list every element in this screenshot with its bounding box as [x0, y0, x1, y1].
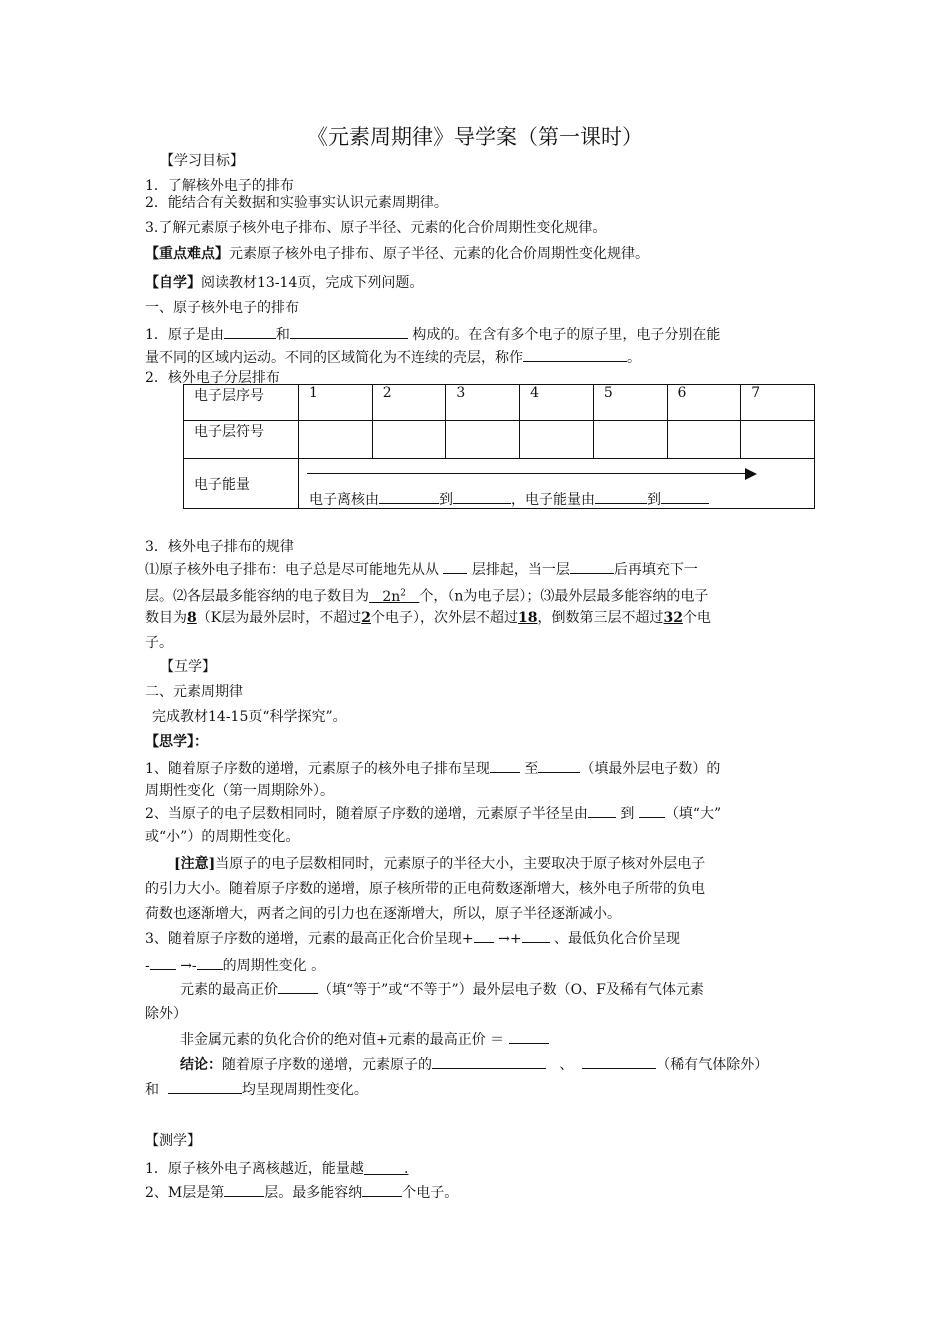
formula-exponent: 2 — [400, 588, 407, 598]
q1-text-end: 。 — [627, 350, 641, 366]
think-q3-line-5 — [180, 1030, 549, 1049]
rules-value: 18 — [517, 610, 538, 626]
mutual-task: 完成教材14-15页“科学探究”。 — [152, 709, 347, 725]
self-study-label: 【自学】 — [145, 275, 201, 291]
table-cell-blank[interactable] — [299, 421, 373, 459]
rules-text: 数目为 — [145, 610, 187, 626]
page-title: 《元素周期律》导学案（第一课时） — [307, 125, 643, 149]
answer-blank[interactable] — [522, 929, 550, 943]
self-study-text: 阅读教材13-14页，完成下列问题。 — [201, 275, 424, 291]
question-1-line-1 — [145, 325, 720, 344]
answer-blank[interactable] — [432, 1055, 546, 1069]
note-label: [注意] — [174, 856, 216, 872]
rules-value: 2 — [361, 610, 371, 626]
think-text: 非金属元素的负化合价的绝对值+元素的最高正价 ＝ — [180, 1032, 505, 1048]
answer-blank[interactable] — [595, 490, 647, 504]
conclusion-label: 结论： — [180, 1057, 222, 1073]
answer-blank[interactable] — [290, 325, 408, 339]
table-row-label: 电子层序号 — [184, 385, 299, 421]
answer-blank[interactable] — [661, 490, 709, 504]
key-points-label: 【重点难点】 — [145, 246, 229, 262]
rules-value: 8 — [187, 610, 197, 626]
think-q3-line-3 — [180, 980, 704, 999]
think-q3-line-2 — [145, 956, 325, 975]
question-2-heading: 2．核外电子分层排布 — [145, 370, 280, 386]
test-answer-blank[interactable] — [364, 1161, 409, 1177]
think-q1-line-1 — [145, 759, 720, 778]
table-cell-blank[interactable] — [741, 421, 815, 459]
conclusion-line-1 — [180, 1055, 768, 1074]
conclusion-text: 、 — [559, 1057, 574, 1073]
answer-blank[interactable] — [224, 1183, 264, 1197]
answer-blank[interactable] — [362, 1183, 402, 1197]
q1-text-line2: 量不同的区域内运动。不同的区域简化为不连续的壳层，称作 — [145, 350, 523, 366]
arrow-head-icon — [745, 468, 757, 480]
test-label: 【测学】 — [145, 1133, 201, 1149]
answer-blank[interactable] — [582, 1055, 656, 1069]
answer-blank[interactable] — [150, 956, 176, 970]
test-text: 1．原子核外电子离核越近，能量越 — [145, 1161, 364, 1177]
energy-arrow — [307, 473, 747, 474]
q1-text-b: 和 — [275, 327, 290, 343]
think-text: （填最外层电子数）的 — [580, 761, 721, 777]
think-q3-line-1 — [145, 929, 680, 948]
note-text: 当原子的电子层数相同时，元素原子的半径大小，主要取决于原子核对外层电子 — [215, 856, 706, 872]
answer-blank[interactable] — [443, 560, 467, 574]
table-row-label: 电子层符号 — [184, 421, 299, 459]
answer-blank[interactable] — [278, 980, 318, 994]
think-text: 到 — [620, 806, 635, 822]
rules-formula — [369, 589, 419, 605]
table-cell: 3 — [446, 385, 520, 421]
think-q1-line-2: 周期性变化（第一周期除外）。 — [145, 783, 334, 799]
rules-line-3 — [145, 609, 711, 627]
think-q2-line-2: 或“小”）的周期性变化。 — [145, 829, 300, 845]
table-cell: 5 — [593, 385, 667, 421]
question-1-line-2 — [145, 348, 641, 367]
test-text: . — [403, 1161, 409, 1177]
objective-item-3: 3.了解元素原子核外电子排布、原子半径、元素的化合价周期性变化规律。 — [145, 220, 607, 236]
section-2-heading: 二、元素周期律 — [145, 684, 243, 700]
think-text: 至 — [524, 761, 539, 777]
energy-caption — [309, 489, 709, 509]
conclusion-text: 随着原子序数的递增，元素原子的 — [222, 1057, 432, 1073]
think-q2-line-1 — [145, 804, 721, 823]
answer-blank[interactable] — [379, 490, 439, 504]
answer-blank[interactable] — [168, 1080, 242, 1094]
objectives-heading: 【学习目标】 — [160, 153, 244, 169]
energy-text-b: 到 — [439, 492, 453, 508]
rules-text: ⑴原子核外电子排布：电子总是尽可能地先从从 — [145, 562, 439, 578]
test-text: 层。最多能容纳 — [264, 1185, 363, 1201]
table-row-label: 电子能量 — [184, 459, 299, 509]
rules-text: 层。⑵各层最多能容纳的电子数目为 — [145, 588, 369, 605]
key-points — [145, 245, 649, 263]
rules-line-4: 子。 — [145, 635, 173, 651]
think-text: 、最低负化合价呈现 — [554, 931, 681, 947]
answer-blank[interactable] — [639, 804, 665, 818]
answer-blank[interactable] — [224, 325, 276, 339]
rules-text: ，倒数第三层不超过 — [537, 610, 664, 626]
q1-text-c: 构成的。在含有多个电子的原子里，电子分别在能 — [412, 327, 721, 343]
rules-text: 个电子），次外层不超过 — [370, 610, 518, 626]
answer-blank[interactable] — [570, 560, 614, 574]
answer-blank[interactable] — [509, 1030, 549, 1044]
rules-text: 后再填充下一 — [613, 562, 698, 578]
rules-text: （K层为最外层时，不超过 — [196, 610, 362, 626]
table-cell-blank[interactable] — [372, 421, 446, 459]
energy-text-a: 电子离核由 — [309, 492, 379, 508]
answer-blank[interactable] — [523, 348, 627, 362]
answer-blank[interactable] — [474, 929, 494, 943]
think-text: 3、随着原子序数的递增，元素的最高正化合价呈现+ — [145, 931, 474, 947]
section-1-heading: 一、原子核外电子的排布 — [145, 300, 299, 316]
table-cell: 6 — [667, 385, 741, 421]
answer-blank[interactable] — [197, 956, 223, 970]
rules-line-1 — [145, 560, 698, 579]
think-text: （填“大” — [664, 806, 722, 822]
table-cell: 2 — [372, 385, 446, 421]
think-text: 2、当原子的电子层数相同时，随着原子序数的递增，元素原子半径呈由 — [145, 806, 588, 822]
note-line-3: 荷数也逐渐增大，两者之间的引力也在逐渐增大，所以，原子半径逐渐减小。 — [145, 906, 621, 922]
note-line-2: 的引力大小。随着原子序数的递增，原子核所带的正电荷数逐渐增大，核外电子所带的负电 — [145, 881, 705, 897]
think-q3-line-4: 除外） — [145, 1006, 187, 1022]
electron-shell-table — [183, 384, 815, 509]
conclusion-text: （稀有气体除外） — [656, 1057, 769, 1073]
conclusion-line-2 — [145, 1080, 368, 1099]
table-cell-blank[interactable] — [593, 421, 667, 459]
think-text: 元素的最高正价 — [180, 982, 278, 998]
objective-item-1: 1．了解核外电子的排布 — [145, 178, 294, 194]
rules-text: 个电 — [682, 610, 711, 626]
energy-cell — [299, 459, 815, 509]
objective-item-2: 2．能结合有关数据和实验事实认识元素周期律。 — [145, 195, 448, 211]
rules-value: 32 — [663, 610, 683, 626]
rules-line-2 — [145, 584, 708, 606]
formula-base: 2n — [382, 588, 401, 605]
conclusion-text: 和 — [145, 1082, 159, 1098]
answer-blank[interactable] — [453, 490, 511, 504]
test-text: 2、M层是第 — [145, 1185, 225, 1201]
think-text: （填“等于”或“不等于”）最外层电子数（O、F及稀有气体元素 — [318, 982, 704, 998]
table-cell-blank[interactable] — [446, 421, 520, 459]
note-line-1 — [174, 855, 705, 873]
think-text: 的周期性变化 。 — [222, 958, 326, 974]
table-cell-blank[interactable] — [667, 421, 741, 459]
q1-text-a: 1．原子是由 — [145, 327, 224, 343]
answer-blank[interactable] — [538, 759, 580, 773]
answer-blank[interactable] — [490, 759, 520, 773]
rules-text: 个，（n为电子层）；⑶最外层最多能容纳的电子 — [419, 588, 709, 605]
test-q2 — [145, 1183, 458, 1202]
answer-blank[interactable] — [588, 804, 616, 818]
key-points-text: 元素原子核外电子排布、原子半径、元素的化合价周期性变化规律。 — [229, 246, 649, 262]
mutual-label: 【互学】 — [160, 659, 216, 675]
test-q1 — [145, 1160, 408, 1178]
table-cell: 1 — [299, 385, 373, 421]
energy-text-d: 到 — [647, 492, 661, 508]
think-text: →- — [180, 958, 197, 974]
test-text: 个电子。 — [402, 1185, 459, 1201]
energy-text-c: ，电子能量由 — [511, 492, 595, 508]
rules-text: 层排起，当一层 — [471, 562, 570, 578]
think-text: - — [145, 958, 150, 974]
think-text: →+ — [498, 931, 522, 947]
think-text: 1、随着原子序数的递增，元素原子的核外电子排布呈现 — [145, 761, 490, 777]
conclusion-text: 均呈现周期性变化。 — [241, 1082, 368, 1098]
rules-heading: 3．核外电子排布的规律 — [145, 539, 294, 555]
think-label: 【思学】： — [145, 734, 208, 750]
table-cell: 4 — [520, 385, 594, 421]
table-cell: 7 — [741, 385, 815, 421]
self-study-intro — [145, 274, 423, 292]
table-cell-blank[interactable] — [520, 421, 594, 459]
